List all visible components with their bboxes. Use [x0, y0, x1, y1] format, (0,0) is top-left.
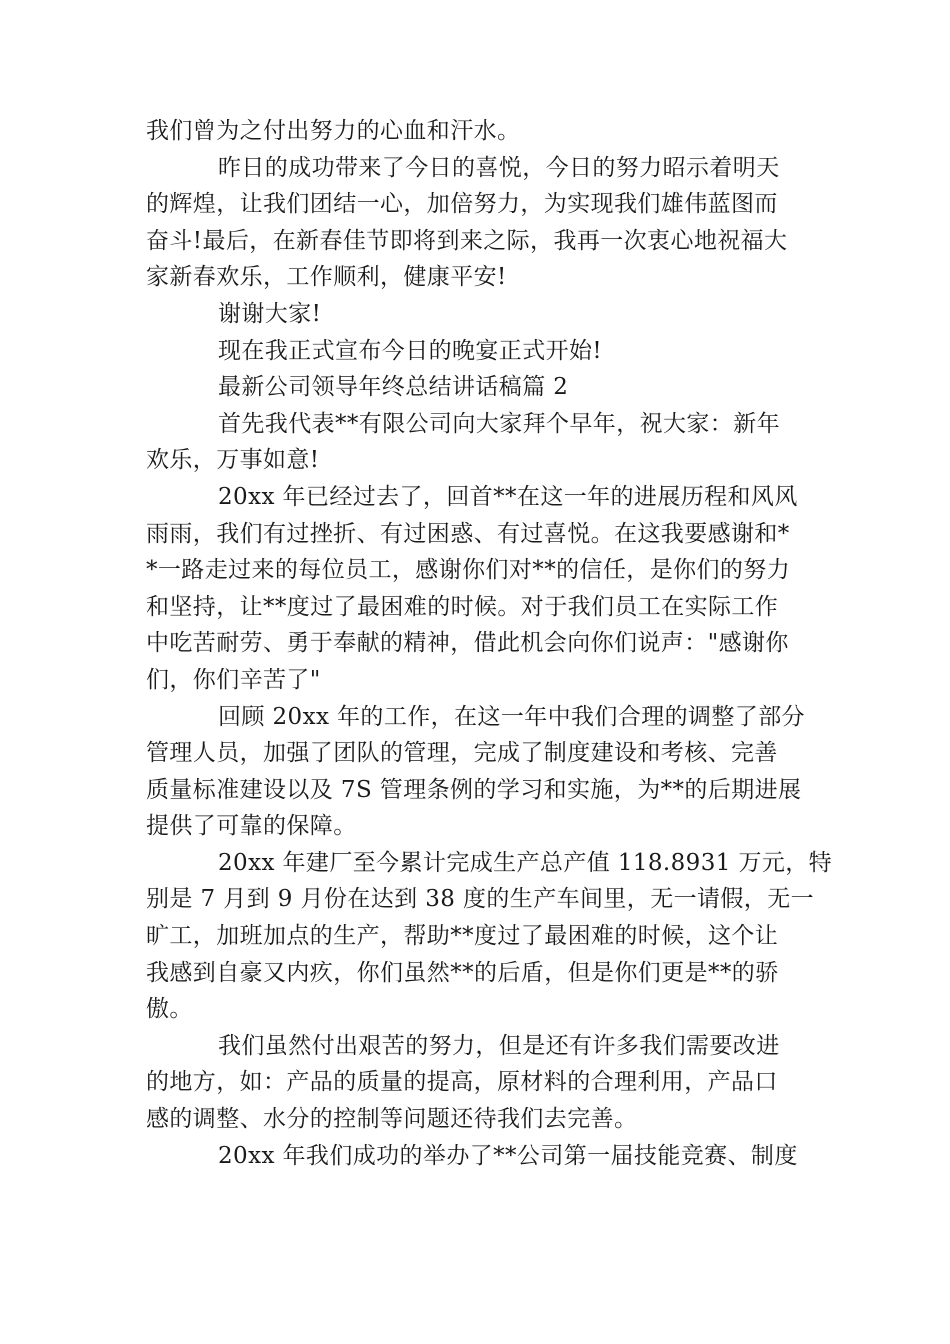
- text-line: 欢乐，万事如意!: [146, 447, 320, 474]
- text-line: 的地方，如：产品的质量的提高，原材料的合理利用，产品口: [146, 1069, 778, 1096]
- text-line: 别是 7 月到 9 月份在达到 38 度的生产车间里，无一请假，无一: [146, 886, 814, 913]
- text-line: 谢谢大家!: [218, 300, 322, 327]
- text-line: 回顾 20xx 年的工作，在这一年中我们合理的调整了部分: [218, 703, 806, 730]
- document-body: [146, 113, 833, 1174]
- text-line: 的辉煌，让我们团结一心，加倍努力，为实现我们雄伟蓝图而: [146, 191, 778, 218]
- text-line: 们，你们辛苦了": [146, 666, 321, 693]
- text-line: 质量标准建设以及 7S 管理条例的学习和实施，为**的后期进展: [146, 776, 802, 803]
- text-line: 我们虽然付出艰苦的努力，但是还有许多我们需要改进: [218, 1032, 780, 1059]
- text-line: 20xx 年已经过去了，回首**在这一年的进展历程和风风: [218, 483, 798, 510]
- text-line: 感的调整、水分的控制等问题还待我们去完善。: [146, 1106, 638, 1133]
- text-line: 20xx 年建厂至今累计完成生产总产值 118.8931 万元，特: [218, 849, 833, 876]
- text-line: 管理人员，加强了团队的管理，完成了制度建设和考核、完善: [146, 740, 778, 767]
- text-line: *一路走过来的每位员工，感谢你们对**的信任，是你们的努力: [146, 557, 791, 584]
- text-line: 奋斗!最后，在新春佳节即将到来之际，我再一次衷心地祝福大: [146, 227, 788, 254]
- text-line: 首先我代表**有限公司向大家拜个早年，祝大家：新年: [218, 410, 780, 437]
- text-line: 傲。: [146, 996, 193, 1023]
- section-heading: 最新公司领导年终总结讲话稿篇 2: [218, 374, 569, 401]
- text-line: 我感到自豪又内疚，你们虽然**的后盾，但是你们更是**的骄: [146, 959, 779, 986]
- text-line: 我们曾为之付出努力的心血和汗水。: [146, 118, 521, 144]
- text-line: 雨雨，我们有过挫折、有过困惑、有过喜悦。在这我要感谢和*: [146, 520, 790, 547]
- text-line: 旷工，加班加点的生产，帮助**度过了最困难的时候，这个让: [146, 923, 779, 950]
- text-line: 提供了可靠的保障。: [146, 813, 357, 840]
- text-line: 家新春欢乐，工作顺利，健康平安!: [146, 264, 507, 291]
- text-line: 和坚持，让**度过了最困难的时候。对于我们员工在实际工作: [146, 593, 779, 620]
- text-line: 中吃苦耐劳、勇于奉献的精神，借此机会向你们说声："感谢你: [146, 630, 789, 657]
- text-line: 现在我正式宣布今日的晚宴正式开始!: [218, 337, 603, 364]
- text-line: 昨日的成功带来了今日的喜悦，今日的努力昭示着明天: [218, 154, 780, 181]
- text-line: 20xx 年我们成功的举办了**公司第一届技能竞赛、制度: [218, 1142, 798, 1169]
